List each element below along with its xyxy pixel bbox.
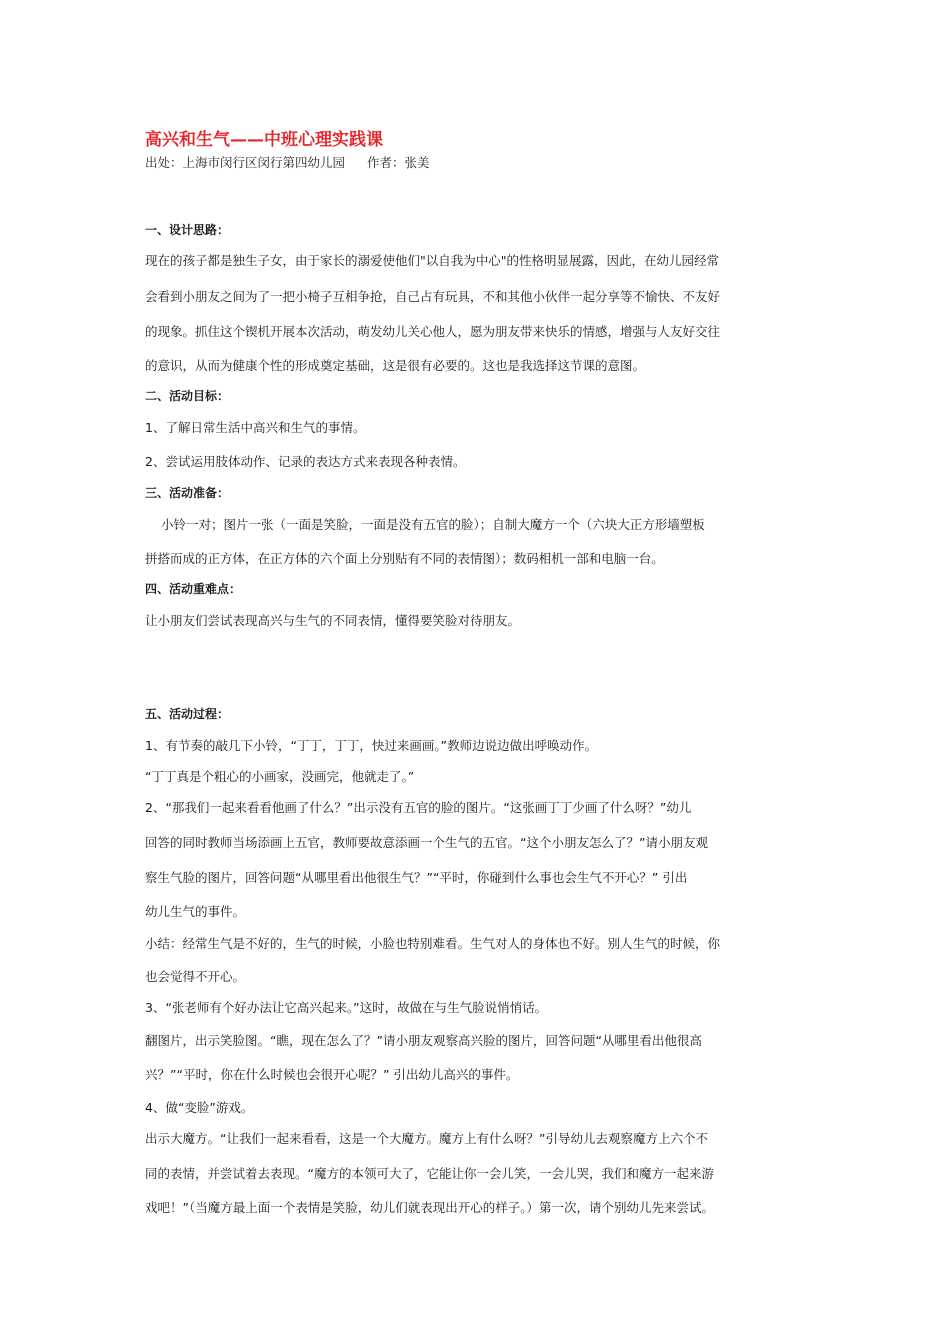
paragraph-line: 2、尝试运用肢体动作、记录的表达方式来表现各种表情。 bbox=[145, 454, 466, 469]
paragraph-line: 现在的孩子都是独生子女，由于家长的溺爱使他们"以自我为中心"的性格明显展露，因此，在幼儿园经常 bbox=[145, 253, 720, 268]
paragraph-line: 戏吧！”（当魔方最上面一个表情是笑脸，幼儿们就表现出开心的样子。）第一次，请个别幼儿先来尝试。 bbox=[145, 1200, 714, 1215]
paragraph-line: 察生气脸的图片，回答问题“从哪里看出他很生气？”“平时，你碰到什么事也会生气不开心？” 引出 bbox=[145, 870, 688, 885]
section-heading-process: 五、活动过程： bbox=[145, 707, 230, 721]
paragraph-line: 出示大魔方。“让我们一起来看看，这是一个大魔方。魔方上有什么呀？”引导幼儿去观察魔方上六个不 bbox=[145, 1131, 708, 1146]
section-heading-preparation: 三、活动准备： bbox=[145, 486, 230, 500]
source-text: 出处：上海市闵行区闵行第四幼儿园 bbox=[145, 155, 346, 170]
paragraph-line: 1、有节奏的敲几下小铃，“丁丁，丁丁，快过来画画。”教师边说边做出呼唤动作。 bbox=[145, 738, 598, 753]
paragraph-line: 会看到小朋友之间为了一把小椅子互相争抢，自己占有玩具，不和其他小伙伴一起分享等不愉快、不友好 bbox=[145, 289, 721, 304]
paragraph-line: “丁丁真是个粗心的小画家，没画完，他就走了。” bbox=[145, 769, 415, 784]
paragraph-line: 的现象。抓住这个锲机开展本次活动，萌发幼儿关心他人，愿为朋友带来快乐的情感，增强与人友好交往 bbox=[145, 324, 721, 339]
paragraph-line: 翻图片，出示笑脸图。“瞧，现在怎么了？”请小朋友观察高兴脸的图片，回答问题“从哪里看出他很高 bbox=[145, 1033, 702, 1048]
section-heading-design: 一、设计思路： bbox=[145, 223, 230, 237]
document-title: 高兴和生气——中班心理实践课 bbox=[145, 130, 383, 150]
paragraph-line: 小铃一对；图片一张（一面是笑脸，一面是没有五官的脸）；自制大魔方一个（六块大正方形墙塑板 bbox=[161, 517, 705, 532]
paragraph-line: 幼儿生气的事件。 bbox=[145, 904, 246, 919]
summary-line: 小结：经常生气是不好的，生气的时候，小脸也特别难看。生气对人的身体也不好。别人生气的时候，你 bbox=[145, 936, 721, 951]
summary-line: 也会觉得不开心。 bbox=[145, 969, 246, 984]
paragraph-line: 让小朋友们尝试表现高兴与生气的不同表情，懂得要笑脸对待朋友。 bbox=[145, 613, 521, 628]
paragraph-line: 1、了解日常生活中高兴和生气的事情。 bbox=[145, 420, 366, 435]
paragraph-line: 的意识，从而为健康个性的形成奠定基础，这是很有必要的。这也是我选择这节课的意图。 bbox=[145, 358, 646, 373]
paragraph-line: 3、“张老师有个好办法让它高兴起来。”这时，故做在与生气脸说悄悄话。 bbox=[145, 1000, 548, 1015]
author-text: 作者：张美 bbox=[367, 155, 430, 170]
section-heading-goals: 二、活动目标： bbox=[145, 389, 230, 403]
paragraph-line: 2、“那我们一起来看看他画了什么？”出示没有五官的脸的图片。“这张画丁丁少画了什么呀？”幼儿 bbox=[145, 800, 692, 815]
section-heading-keypoints: 四、活动重难点： bbox=[145, 582, 242, 596]
paragraph-line: 同的表情，并尝试着去表现。“魔方的本领可大了，它能让你一会儿笑，一会儿哭，我们和魔方一起来游 bbox=[145, 1166, 714, 1181]
paragraph-line: 兴？”“平时，你在什么时候也会很开心呢？” 引出幼儿高兴的事件。 bbox=[145, 1067, 519, 1082]
document-meta bbox=[145, 153, 430, 171]
paragraph-line: 拼搭而成的正方体，在正方体的六个面上分别贴有不同的表情图）；数码相机一部和电脑一台。 bbox=[145, 551, 664, 566]
paragraph-line: 4、做“变脸”游戏。 bbox=[145, 1100, 254, 1115]
paragraph-line: 回答的同时教师当场添画上五官，教师要故意添画一个生气的五官。“这个小朋友怎么了？”请小朋友观 bbox=[145, 835, 708, 850]
